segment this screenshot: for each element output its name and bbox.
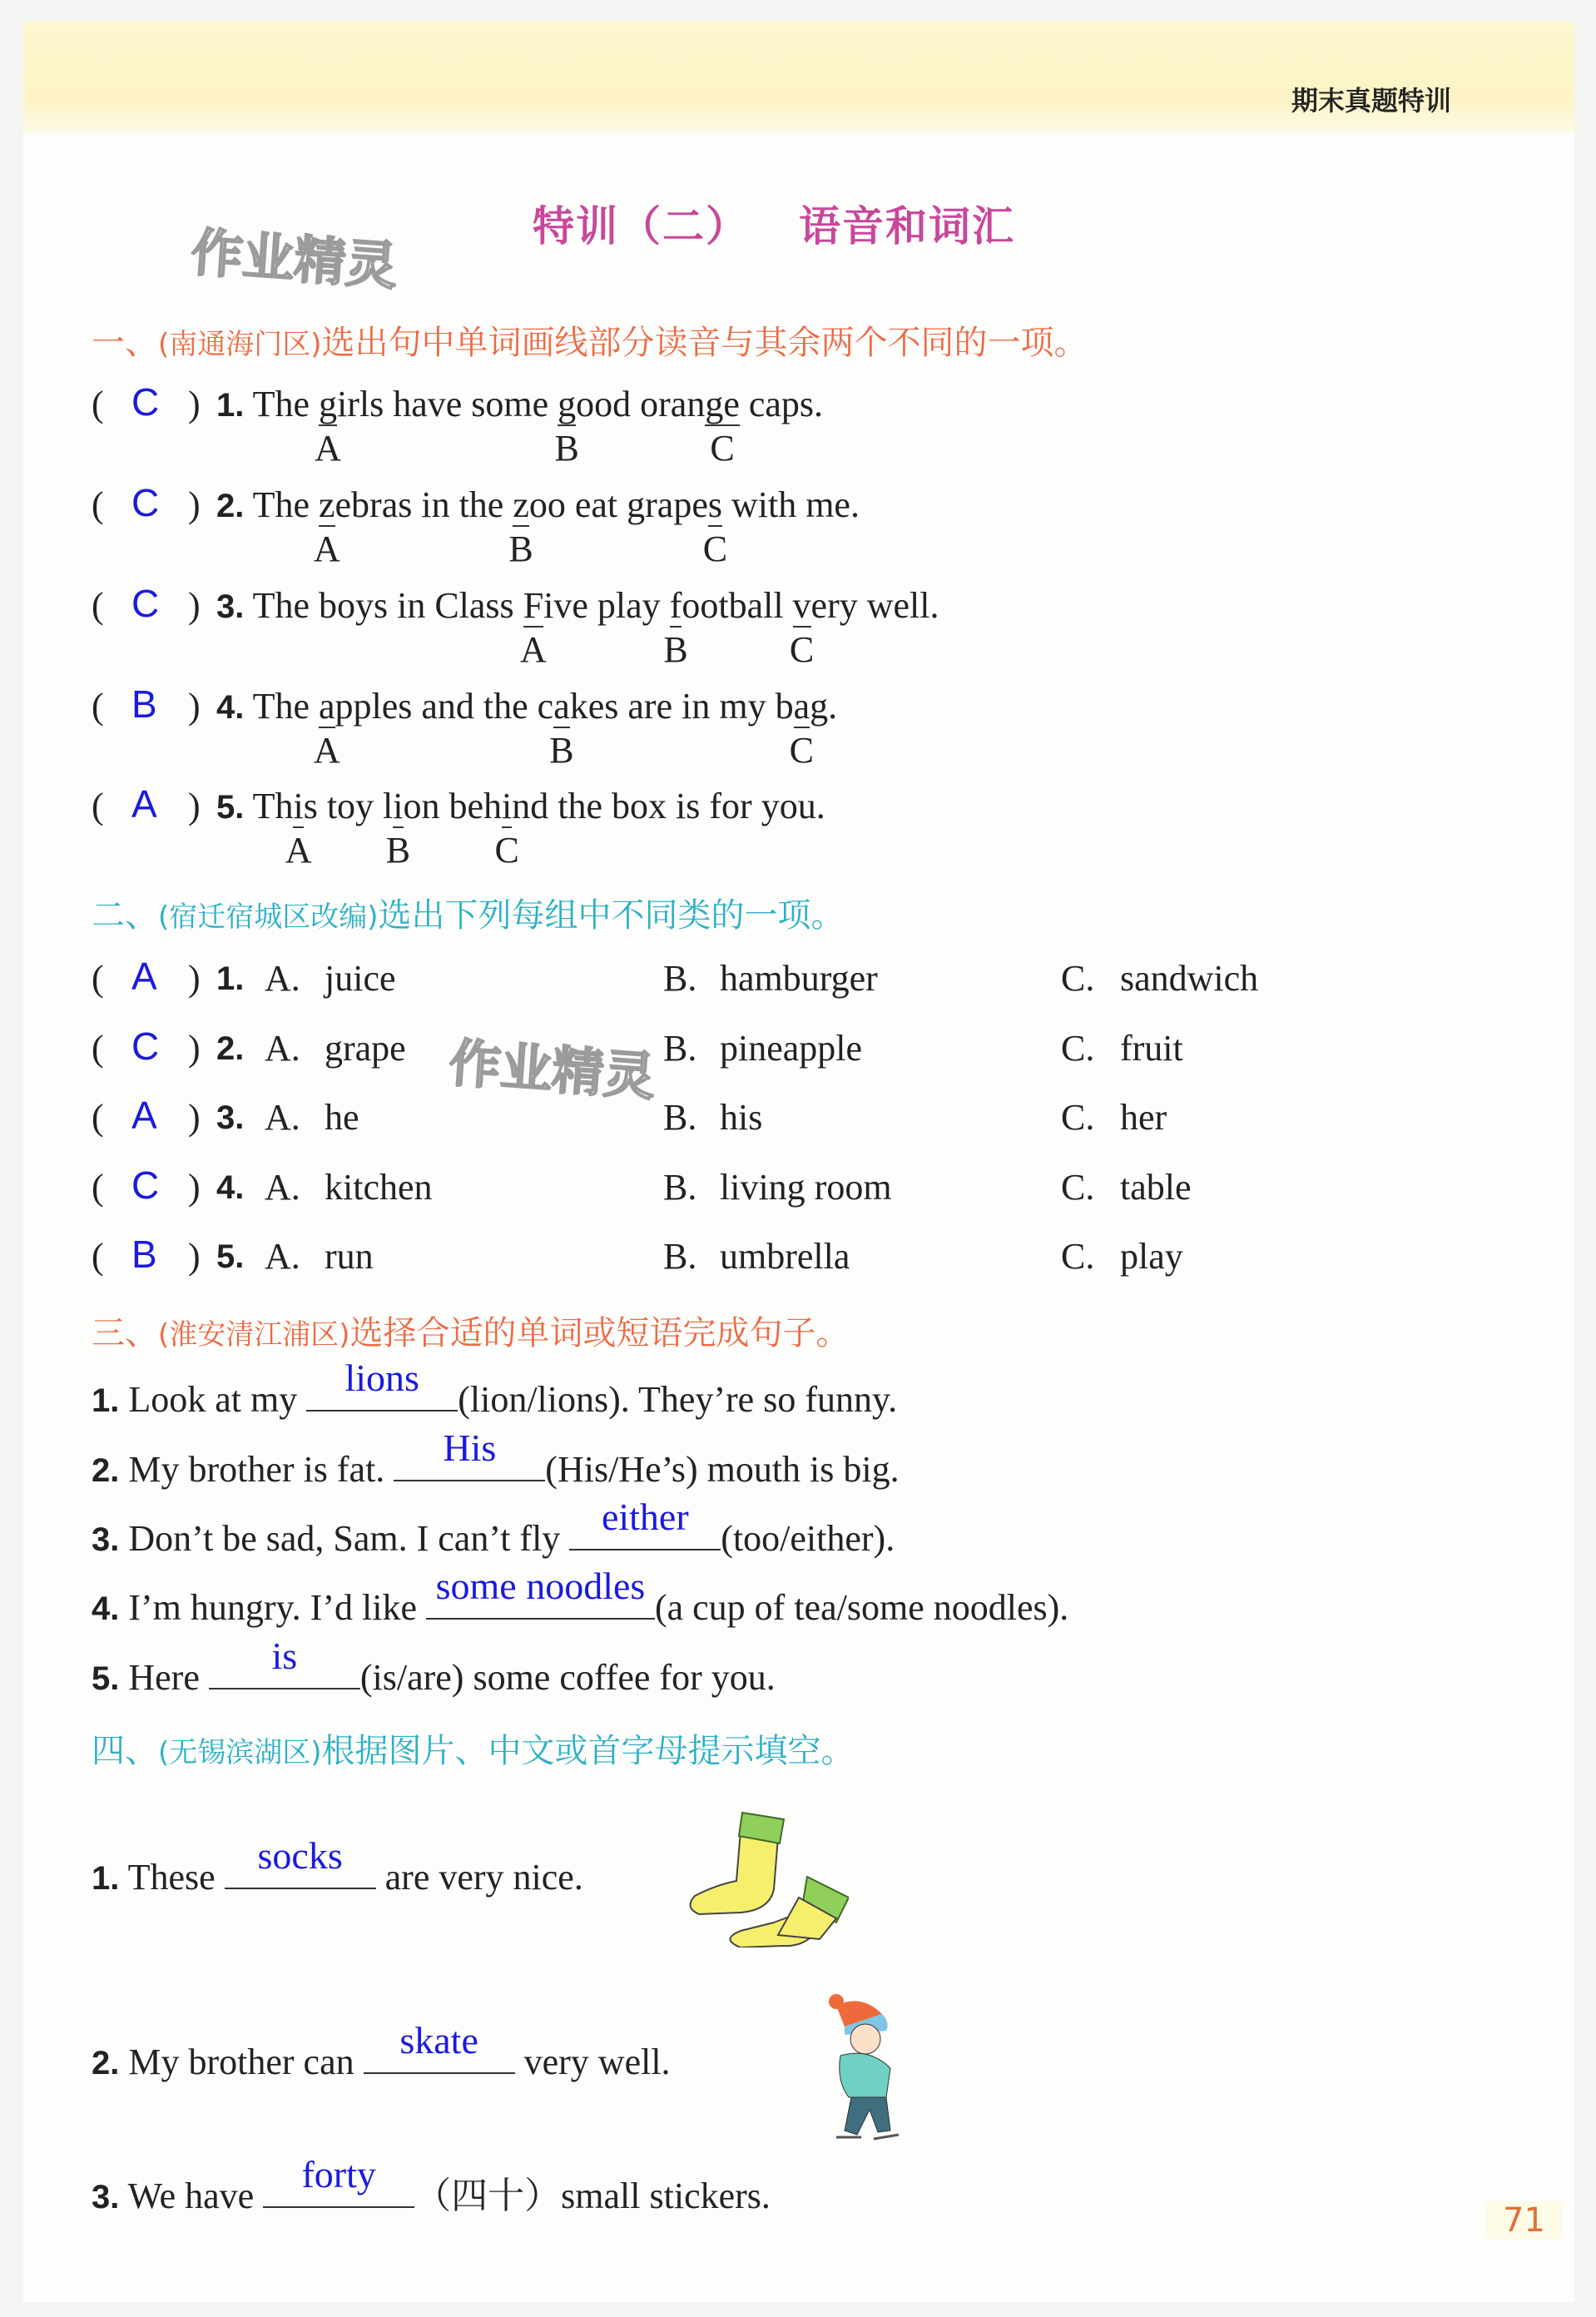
sentence-text: with me. — [721, 484, 860, 525]
option-c-text: play — [1120, 1236, 1183, 1277]
sentence-text: ood oran — [576, 384, 706, 424]
title-part1: 特训（二） — [533, 202, 749, 251]
right-paren: ) — [188, 1097, 201, 1138]
question-row — [92, 1565, 1069, 1629]
sentence-before: Here — [128, 1657, 209, 1698]
sentence-before: My brother is fat. — [128, 1449, 394, 1490]
option-a-text: kitchen — [325, 1167, 433, 1208]
question-number: 1. — [216, 960, 245, 997]
option-label: B — [508, 528, 533, 569]
underlined-letters: z — [513, 484, 529, 525]
watermark-logo: 作业精灵 — [447, 1032, 657, 1108]
question-number: 3. — [92, 2179, 120, 2215]
option-a-text: he — [325, 1097, 359, 1138]
left-paren: ( — [92, 1167, 104, 1208]
left-paren: ( — [92, 958, 104, 999]
question-sentence — [216, 584, 939, 670]
question-number: 3. — [216, 1099, 245, 1136]
answer-blank — [263, 2153, 414, 2208]
underlined-part — [313, 686, 340, 771]
sentence-text: irls have some — [336, 384, 558, 424]
left-paren: ( — [92, 1028, 104, 1069]
section-heading-section1 — [92, 316, 1088, 364]
answer-blank — [394, 1426, 545, 1481]
option-label: A — [313, 528, 340, 569]
underlined-part — [549, 686, 574, 771]
sentence-text: ootball — [682, 585, 793, 626]
option-b-label: B. — [663, 1236, 697, 1277]
section-source: (南通海门区) — [158, 328, 322, 361]
section-source: (淮安清江浦区) — [158, 1318, 350, 1352]
question-row — [92, 1163, 1506, 1216]
section-number: 四、 — [92, 1732, 158, 1770]
filled-answer: His — [443, 1426, 497, 1469]
sentence-text: s toy l — [303, 786, 394, 826]
page-number: 71 — [1486, 2201, 1562, 2240]
sentence-after: (lion/lions). They’re so funny. — [458, 1379, 898, 1420]
underlined-letters: ge — [705, 384, 740, 424]
underlined-letters: a — [318, 686, 335, 727]
sentence-text: caps. — [739, 384, 824, 424]
underlined-letters: i — [393, 786, 404, 826]
question-sentence — [216, 685, 838, 771]
answer-choice: A — [131, 782, 157, 826]
underlined-part — [554, 384, 579, 469]
question-row — [92, 682, 1506, 776]
filled-answer: some noodles — [435, 1565, 646, 1607]
sentence-text: The — [252, 484, 319, 525]
question-number: 5. — [92, 1660, 120, 1697]
sentence-after: are very nice. — [375, 1857, 583, 1898]
section-heading-section2 — [92, 889, 845, 936]
option-label: C — [789, 730, 815, 771]
sentence-before: We have — [127, 2176, 264, 2216]
question-number: 4. — [216, 689, 245, 726]
question-row — [92, 1027, 1506, 1077]
option-label: A — [520, 629, 547, 670]
option-c-label: C. — [1061, 1097, 1095, 1138]
option-c-text: table — [1120, 1167, 1192, 1208]
section-heading-section4 — [92, 1724, 855, 1772]
sentence-text: kes are in my b — [569, 686, 794, 727]
option-a-label: A. — [265, 1167, 300, 1208]
option-b-text: hamburger — [720, 958, 878, 999]
option-b-text: umbrella — [720, 1236, 850, 1277]
sentence-before: Look at my — [128, 1379, 307, 1420]
question-row — [92, 584, 1506, 676]
sentence-text: ery well. — [810, 585, 939, 626]
running-title: 期末真题特训 — [1291, 85, 1452, 117]
right-paren: ) — [188, 384, 201, 424]
right-paren: ) — [188, 1167, 201, 1208]
underlined-part — [315, 384, 341, 469]
underlined-part — [705, 384, 740, 469]
section-instruction: 选出下列每组中不同类的一项。 — [378, 896, 845, 935]
sentence-text: on beh — [403, 786, 503, 826]
sentence-text: pples and the c — [335, 686, 554, 727]
section-instruction: 根据图片、中文或首字母提示填空。 — [321, 1732, 855, 1770]
sentence-text: g. — [810, 686, 838, 727]
sentence-after: (is/are) some coffee for you. — [359, 1657, 776, 1698]
sentence-text: Th — [252, 786, 294, 826]
filled-answer: lions — [344, 1357, 419, 1399]
underlined-part — [508, 484, 533, 569]
left-paren: ( — [92, 1236, 104, 1277]
underlined-part — [494, 786, 519, 871]
watermark-logo: 作业精灵 — [189, 221, 399, 297]
underlined-part — [663, 585, 688, 670]
option-a-label: A. — [265, 1097, 300, 1138]
section-number: 一、 — [92, 324, 158, 362]
left-paren: ( — [92, 786, 104, 826]
underlined-part — [313, 484, 340, 569]
option-a-label: A. — [265, 1028, 300, 1069]
option-c-label: C. — [1061, 1028, 1095, 1069]
option-a-text: run — [325, 1236, 374, 1277]
sentence-text: ebras in the — [335, 484, 513, 525]
answer-blank — [209, 1635, 360, 1689]
right-paren: ) — [188, 958, 201, 999]
right-paren: ) — [188, 786, 201, 826]
socks-illustration — [682, 1806, 849, 1947]
right-paren: ) — [188, 484, 201, 525]
option-label: C — [789, 629, 815, 670]
skating-boy-illustration — [811, 1989, 911, 2147]
sentence-before: My brother can — [128, 2042, 364, 2082]
question-row — [92, 1235, 1506, 1285]
option-b-text: his — [720, 1097, 763, 1138]
section-number: 三、 — [92, 1314, 158, 1352]
question-sentence — [216, 785, 825, 871]
filled-answer: is — [271, 1635, 298, 1677]
answer-choice: C — [131, 1163, 160, 1207]
underlined-letters: v — [792, 585, 811, 626]
option-b-label: B. — [663, 1028, 697, 1069]
question-row — [92, 1834, 583, 1898]
question-row — [92, 1496, 895, 1560]
question-number: 2. — [92, 2045, 120, 2081]
right-paren: ) — [188, 1028, 201, 1069]
question-row — [92, 1426, 900, 1491]
option-label: C — [710, 428, 735, 469]
underlined-letters: i — [502, 786, 513, 826]
left-paren: ( — [92, 484, 104, 525]
answer-choice: C — [131, 1025, 160, 1068]
option-label: C — [494, 830, 519, 871]
section-instruction: 选择合适的单词或短语完成句子。 — [349, 1314, 850, 1352]
question-number: 3. — [216, 588, 245, 625]
option-c-text: fruit — [1120, 1028, 1183, 1069]
question-number: 5. — [216, 1238, 245, 1275]
question-number: 1. — [92, 1382, 120, 1419]
question-number: 2. — [216, 488, 245, 524]
left-paren: ( — [92, 384, 104, 424]
sentence-before: Don’t be sad, Sam. I can’t fly — [128, 1518, 570, 1559]
answer-blank — [426, 1565, 655, 1620]
answer-choice: B — [131, 1233, 157, 1276]
answer-blank — [364, 2019, 515, 2074]
question-number: 4. — [216, 1169, 245, 1206]
question-number: 2. — [216, 1030, 245, 1067]
sentence-before: I’m hungry. I’d like — [128, 1587, 426, 1628]
option-b-text: living room — [720, 1167, 892, 1208]
question-row — [92, 782, 1506, 876]
right-paren: ) — [188, 1236, 201, 1277]
option-c-label: C. — [1061, 1236, 1095, 1277]
section-heading-section3 — [92, 1307, 850, 1354]
option-label: A — [315, 428, 341, 469]
sentence-text: nd the box is for you. — [512, 786, 825, 826]
question-number: 1. — [92, 1860, 120, 1897]
underlined-part — [702, 484, 728, 569]
left-paren: ( — [92, 686, 104, 727]
left-paren: ( — [92, 585, 104, 626]
question-number: 1. — [216, 387, 245, 424]
option-a-label: A. — [265, 1236, 300, 1277]
option-b-label: B. — [663, 958, 697, 999]
sentence-after: (too/either). — [721, 1518, 895, 1559]
underlined-letters: z — [318, 484, 335, 525]
underlined-part — [789, 585, 815, 670]
section-source: (宿迁宿城区改编) — [158, 901, 379, 934]
sentence-text: The — [252, 384, 319, 424]
answer-blank — [306, 1357, 458, 1412]
question-number: 4. — [92, 1590, 120, 1627]
sentence-text: ive play — [543, 585, 670, 626]
question-sentence — [216, 383, 824, 469]
answer-choice: A — [131, 955, 157, 998]
option-label: A — [313, 730, 340, 771]
sentence-text: oo eat grape — [528, 484, 708, 525]
filled-answer: either — [601, 1496, 689, 1538]
question-number: 2. — [92, 1452, 120, 1489]
underlined-part — [520, 585, 547, 670]
question-row — [92, 2019, 671, 2083]
underlined-part — [385, 786, 411, 871]
filled-answer: skate — [399, 2019, 478, 2061]
answer-choice: C — [131, 380, 160, 424]
left-paren: ( — [92, 1097, 104, 1138]
answer-blank — [569, 1496, 721, 1550]
section-number: 二、 — [92, 896, 158, 935]
option-c-text: her — [1120, 1097, 1167, 1138]
section-source: (无锡滨湖区) — [158, 1736, 322, 1769]
sentence-after: （四十）small stickers. — [414, 2176, 771, 2216]
answer-choice: B — [131, 682, 157, 726]
question-row — [92, 1096, 1506, 1146]
underlined-letters: a — [793, 686, 810, 727]
right-paren: ) — [188, 686, 201, 727]
sentence-after: (a cup of tea/some noodles). — [654, 1587, 1069, 1628]
underlined-part — [789, 686, 815, 771]
option-b-label: B. — [663, 1097, 697, 1138]
question-row — [92, 380, 1506, 474]
sentence-text: The — [252, 686, 319, 727]
option-label: B — [385, 830, 411, 871]
workbook-page — [23, 22, 1574, 2302]
option-c-label: C. — [1061, 958, 1095, 999]
question-row — [92, 1357, 898, 1421]
option-a-label: A. — [265, 958, 300, 999]
question-row — [92, 2153, 771, 2219]
option-label: A — [285, 830, 312, 871]
question-row — [92, 957, 1506, 1007]
underlined-letters: s — [707, 484, 722, 525]
section-instruction: 选出句中单词画线部分读音与其余两个不同的一项。 — [321, 324, 1088, 362]
page-title — [533, 193, 1015, 253]
filled-answer: socks — [257, 1834, 343, 1877]
option-label: B — [663, 629, 688, 670]
option-a-text: juice — [325, 958, 396, 999]
underlined-letters: g — [318, 384, 337, 424]
underlined-letters: F — [523, 585, 544, 626]
sentence-after: very well. — [514, 2042, 671, 2082]
title-part2: 语音和词汇 — [799, 202, 1015, 251]
option-label: C — [702, 528, 728, 569]
option-b-label: B. — [663, 1167, 697, 1208]
option-c-text: sandwich — [1120, 958, 1259, 999]
filled-answer: forty — [301, 2153, 376, 2195]
option-label: B — [554, 428, 579, 469]
question-row — [92, 481, 1506, 575]
option-b-text: pineapple — [720, 1028, 863, 1069]
answer-choice: C — [131, 481, 160, 524]
sentence-text: The boys in Class — [252, 585, 523, 626]
answer-choice: C — [131, 582, 160, 625]
sentence-before: These — [127, 1857, 225, 1898]
underlined-letters: f — [669, 585, 682, 626]
underlined-part — [285, 786, 312, 871]
question-sentence — [216, 484, 860, 569]
question-number: 5. — [216, 789, 245, 826]
option-label: B — [549, 730, 574, 771]
right-paren: ) — [188, 585, 201, 626]
sentence-after: (His/He’s) mouth is big. — [545, 1449, 900, 1490]
underlined-letters: i — [293, 786, 304, 826]
underlined-letters: a — [553, 686, 570, 727]
answer-choice: A — [131, 1094, 157, 1137]
answer-blank — [225, 1834, 376, 1889]
option-c-label: C. — [1061, 1167, 1095, 1208]
question-number: 3. — [92, 1521, 120, 1558]
question-row — [92, 1635, 776, 1699]
option-a-text: grape — [325, 1028, 406, 1069]
underlined-letters: g — [558, 384, 577, 424]
